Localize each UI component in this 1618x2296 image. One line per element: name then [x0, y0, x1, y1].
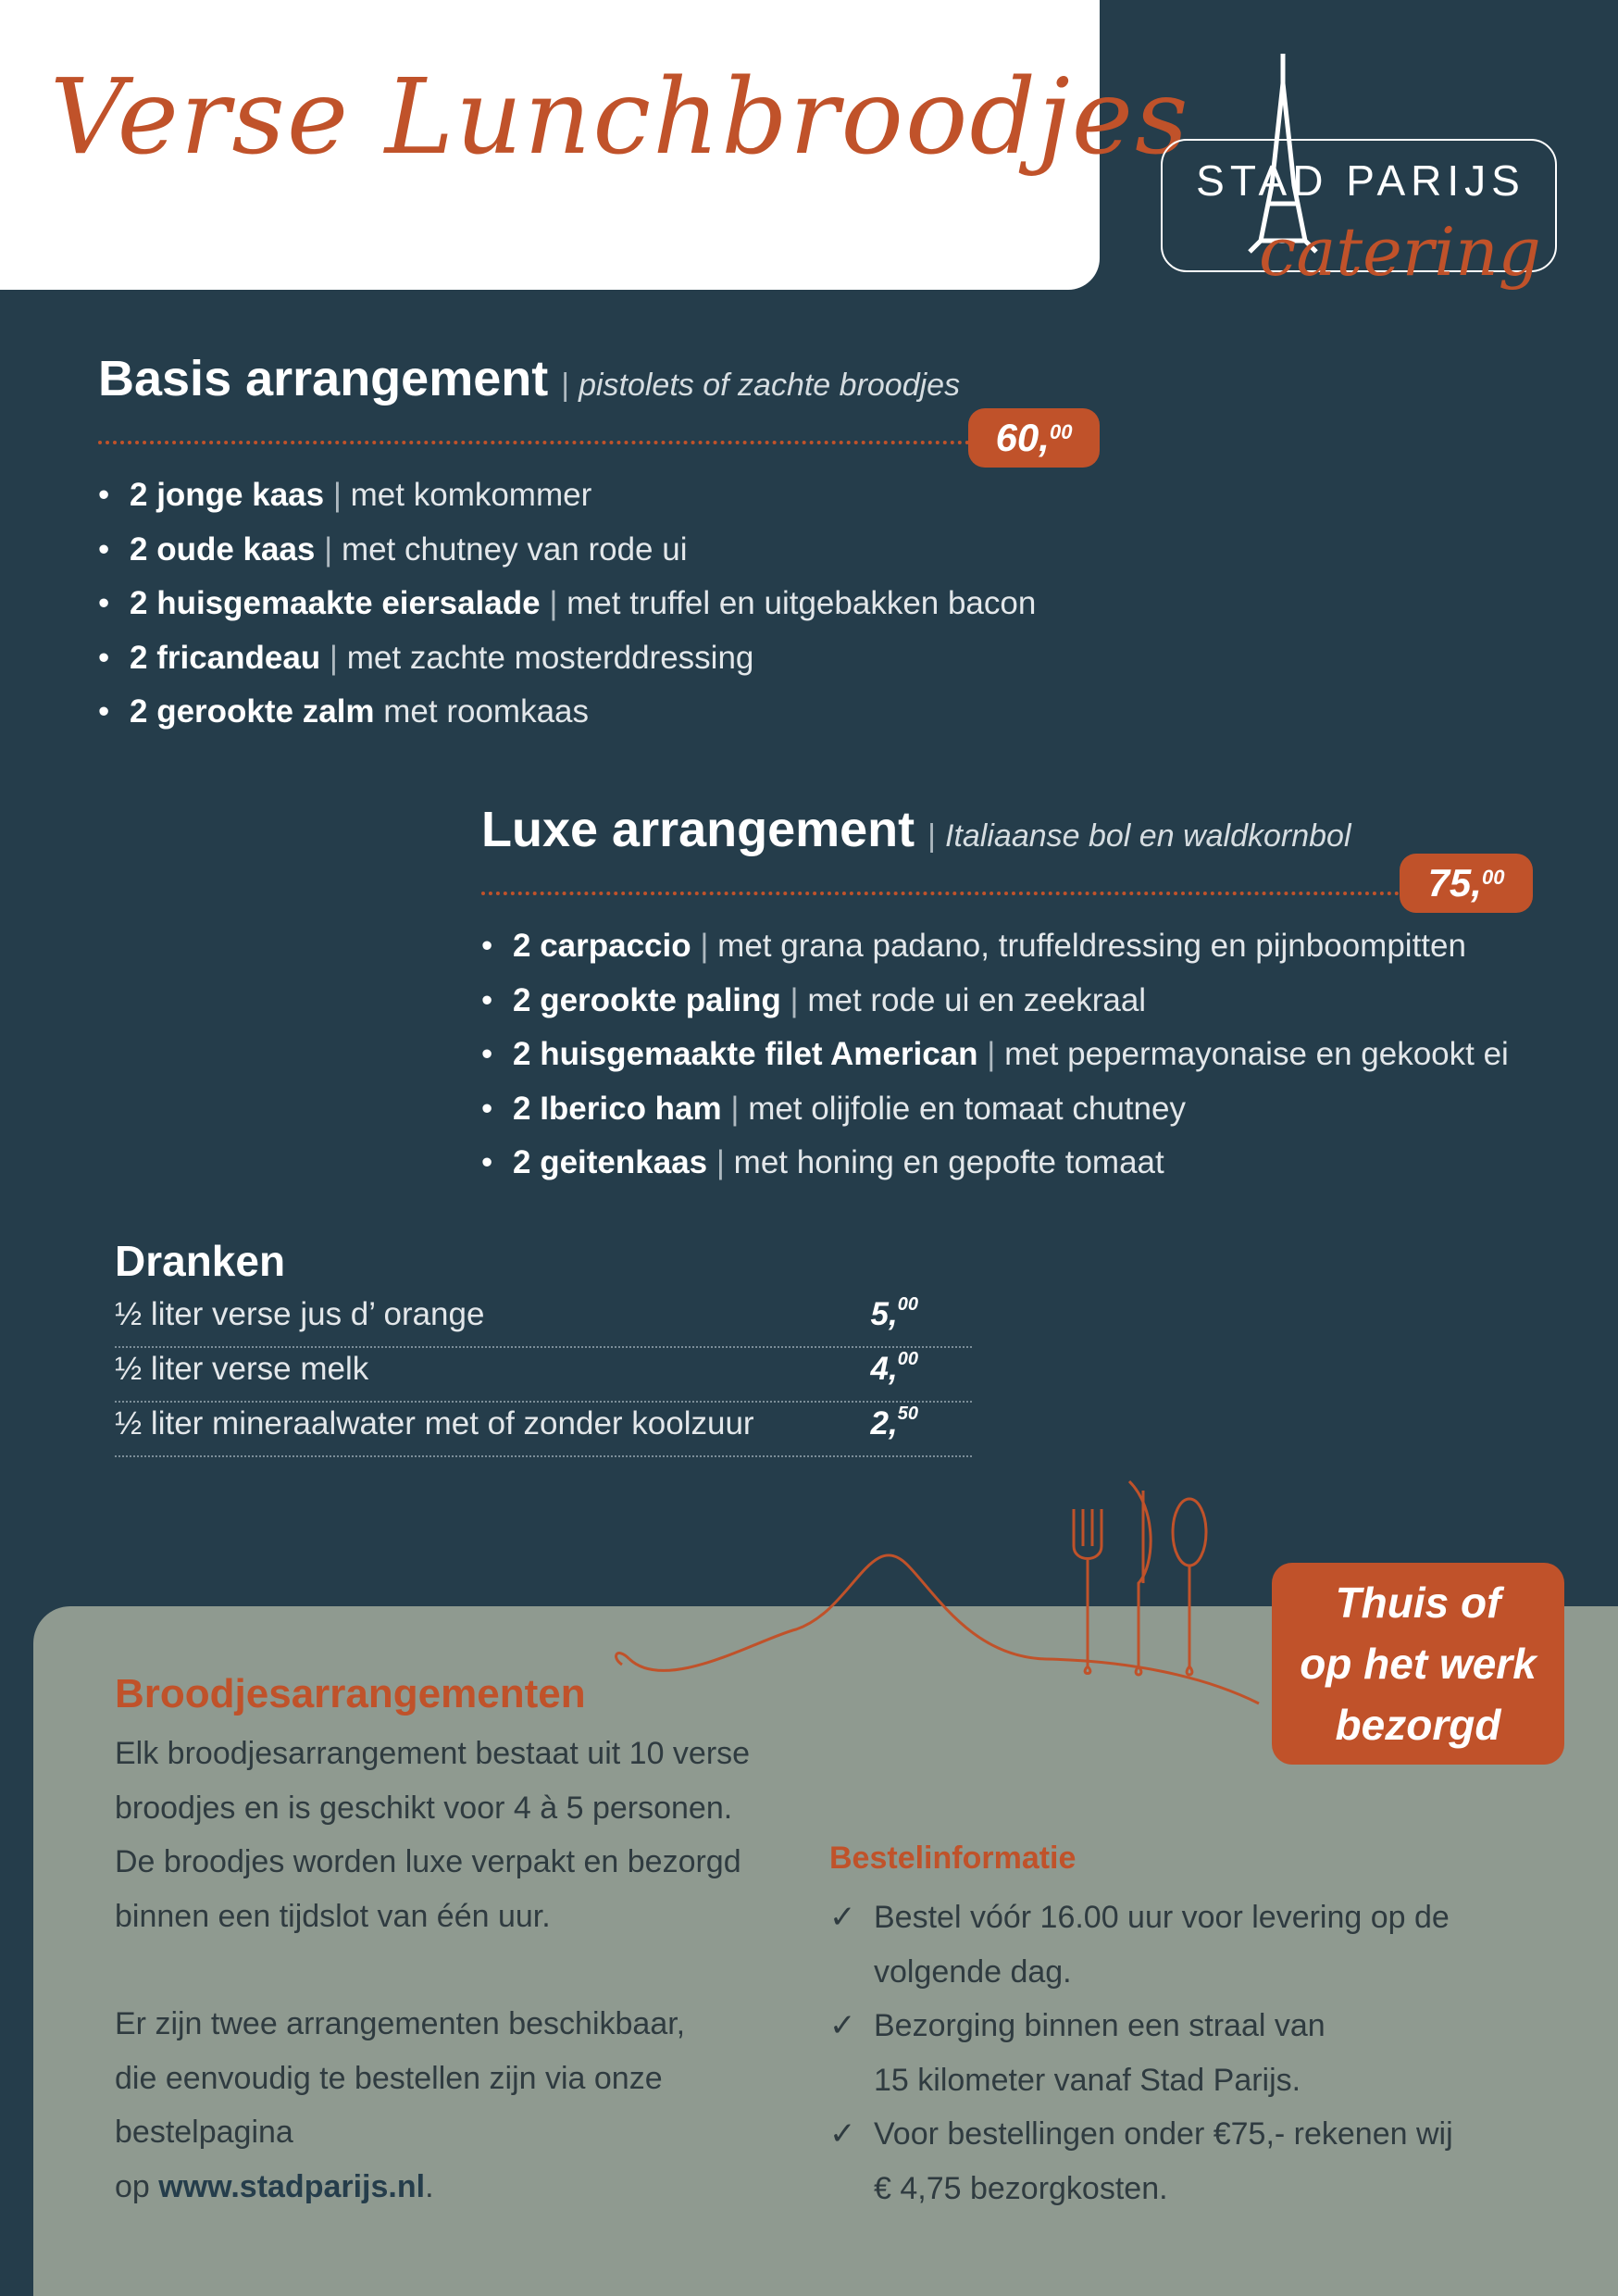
- drink-row: [115, 1347, 972, 1403]
- list-item: [98, 685, 1036, 740]
- item-separator: |: [691, 928, 718, 964]
- drink-price: [871, 1351, 918, 1388]
- basis-subtitle-text: pistolets of zachte broodjes: [579, 368, 961, 403]
- list-item: [98, 577, 1036, 631]
- luxe-subtitle-text: Italiaanse bol en waldkornbol: [945, 818, 1351, 854]
- basis-price-badge: [968, 408, 1100, 468]
- drink-row: [115, 1402, 972, 1457]
- item-name: 2 gerookte zalm: [130, 693, 375, 730]
- check-icon: ✓: [829, 2008, 856, 2043]
- item-description: met pepermayonaise en gekookt ei: [1004, 1036, 1509, 1072]
- drink-name: ½ liter verse jus d’ orange: [115, 1296, 485, 1332]
- order-info-title: Bestelinformatie: [829, 1841, 1077, 1876]
- info-line: broodjes en is geschikt voor 4 à 5 personen.: [115, 1790, 733, 1826]
- drink-price-cents: 00: [897, 1349, 918, 1369]
- delivery-badge-line: op het werk: [1300, 1640, 1537, 1688]
- drink-price-main: 4,: [870, 1351, 898, 1387]
- delivery-badge-line: Thuis of: [1335, 1578, 1501, 1627]
- list-item: [829, 1890, 1514, 1999]
- luxe-title-text: Luxe arrangement: [481, 802, 915, 857]
- drink-price: [871, 1296, 918, 1333]
- order-line: Bestel vóór 16.00 uur voor levering op de: [874, 1900, 1450, 1935]
- order-line: Bezorging binnen een straal van: [874, 2008, 1326, 2043]
- luxe-subtitle: | Italiaanse bol en waldkornbol: [927, 818, 1351, 854]
- item-description: met rode ui en zeekraal: [807, 981, 1147, 1018]
- order-line: Voor bestellingen onder €75,- rekenen wij: [874, 2116, 1453, 2152]
- basis-price-cents: 00: [1049, 420, 1073, 443]
- delivery-badge: [1272, 1563, 1564, 1765]
- item-separator: [375, 693, 384, 730]
- item-separator: |: [540, 585, 567, 621]
- list-item: [98, 523, 1036, 578]
- paragraph-gap: [115, 1943, 818, 1997]
- list-item: [829, 1999, 1514, 2107]
- item-description: met honing en gepofte tomaat: [733, 1144, 1164, 1180]
- website-link[interactable]: www.stadparijs.nl: [158, 2168, 426, 2204]
- stad-parijs-logo: [1157, 46, 1564, 352]
- item-separator: |: [721, 1090, 749, 1127]
- drink-price-main: 5,: [870, 1296, 898, 1332]
- list-item: [481, 1028, 1509, 1082]
- basis-dotted-line: [98, 441, 977, 444]
- item-description: met grana padano, truffeldressing en pijnboompitten: [717, 928, 1466, 964]
- list-item: [481, 1082, 1509, 1137]
- check-icon: ✓: [829, 1900, 856, 1935]
- order-line: 15 kilometer vanaf Stad Parijs.: [874, 2062, 1301, 2098]
- drink-price-cents: 50: [897, 1404, 918, 1424]
- order-line: volgende dag.: [874, 1953, 1072, 1990]
- item-name: 2 gerookte paling: [513, 981, 781, 1018]
- item-separator: |: [324, 477, 351, 513]
- drinks-title: Dranken: [115, 1237, 286, 1285]
- list-item: [481, 974, 1509, 1029]
- item-name: 2 fricandeau: [130, 639, 321, 676]
- info-link-line: [115, 2160, 818, 2215]
- drink-price-main: 2,: [870, 1405, 898, 1441]
- item-separator: |: [977, 1036, 1005, 1072]
- item-name: 2 oude kaas: [130, 530, 316, 568]
- item-name: 2 huisgemaakte filet American: [513, 1036, 978, 1072]
- info-line: bestelpagina: [115, 2115, 293, 2150]
- list-item: [481, 919, 1509, 974]
- item-separator: |: [707, 1144, 734, 1180]
- cutlery-icon: [611, 1454, 1277, 1731]
- item-name: 2 huisgemaakte eiersalade: [130, 585, 541, 621]
- basis-item-list: [98, 468, 1036, 740]
- delivery-badge-text: [1279, 1572, 1557, 1755]
- info-line: Er zijn twee arrangementen beschikbaar,: [115, 2006, 686, 2041]
- luxe-dotted-line: [481, 892, 1407, 895]
- basis-title: [98, 350, 960, 407]
- item-description: met roomkaas: [383, 693, 590, 730]
- drink-name: ½ liter verse melk: [115, 1351, 369, 1387]
- item-name: 2 Iberico ham: [513, 1090, 722, 1127]
- item-description: met olijfolie en tomaat chutney: [748, 1090, 1186, 1127]
- header-card: [0, 0, 1190, 290]
- list-item: [829, 2107, 1514, 2215]
- check-icon: ✓: [829, 2116, 856, 2152]
- basis-price-main: 60,: [995, 416, 1050, 459]
- drink-price: [871, 1405, 918, 1442]
- order-info-list: [829, 1890, 1514, 2215]
- item-separator: |: [320, 639, 347, 676]
- info-line: Elk broodjesarrangement bestaat uit 10 verse: [115, 1736, 751, 1771]
- drink-name: ½ liter mineraalwater met of zonder koolzuur: [115, 1405, 754, 1441]
- item-name: 2 carpaccio: [513, 928, 691, 964]
- luxe-price-main: 75,: [1427, 861, 1482, 905]
- list-item: [98, 631, 1036, 686]
- luxe-title: [481, 801, 1351, 858]
- drink-price-cents: 00: [897, 1294, 918, 1315]
- item-description: met truffel en uitgebakken bacon: [566, 585, 1037, 621]
- item-description: met zachte mosterddressing: [346, 639, 754, 676]
- info-link-prefix: op: [115, 2168, 159, 2204]
- drink-row: [115, 1292, 972, 1348]
- item-description: met komkommer: [350, 477, 592, 513]
- basis-title-text: Basis arrangement: [98, 351, 549, 406]
- logo-sub-text: catering: [1259, 213, 1541, 291]
- page-title: Verse Lunchbroodjes: [50, 57, 1190, 178]
- item-description: met chutney van rode ui: [341, 530, 688, 568]
- item-name: 2 jonge kaas: [130, 477, 325, 513]
- list-item: [481, 1136, 1509, 1191]
- order-line: € 4,75 bezorgkosten.: [874, 2170, 1168, 2206]
- info-title: Broodjesarrangementen: [115, 1671, 586, 1716]
- delivery-badge-line: bezorgd: [1335, 1701, 1501, 1749]
- item-separator: |: [315, 530, 342, 568]
- info-line: binnen een tijdslot van één uur.: [115, 1898, 551, 1934]
- info-link-suffix: .: [425, 2168, 434, 2204]
- list-item: [98, 468, 1036, 523]
- item-separator: |: [780, 981, 808, 1018]
- info-line: De broodjes worden luxe verpakt en bezorgd: [115, 1844, 741, 1879]
- item-name: 2 geitenkaas: [513, 1144, 708, 1180]
- logo-top-text: STAD PARIJS: [1196, 156, 1525, 205]
- basis-subtitle: | pistolets of zachte broodjes: [561, 368, 961, 403]
- info-body: [115, 1727, 818, 2214]
- luxe-price-cents: 00: [1481, 866, 1505, 889]
- luxe-item-list: [481, 919, 1509, 1191]
- info-line: die eenvoudig te bestellen zijn via onze: [115, 2060, 663, 2096]
- luxe-price-badge: [1400, 854, 1533, 913]
